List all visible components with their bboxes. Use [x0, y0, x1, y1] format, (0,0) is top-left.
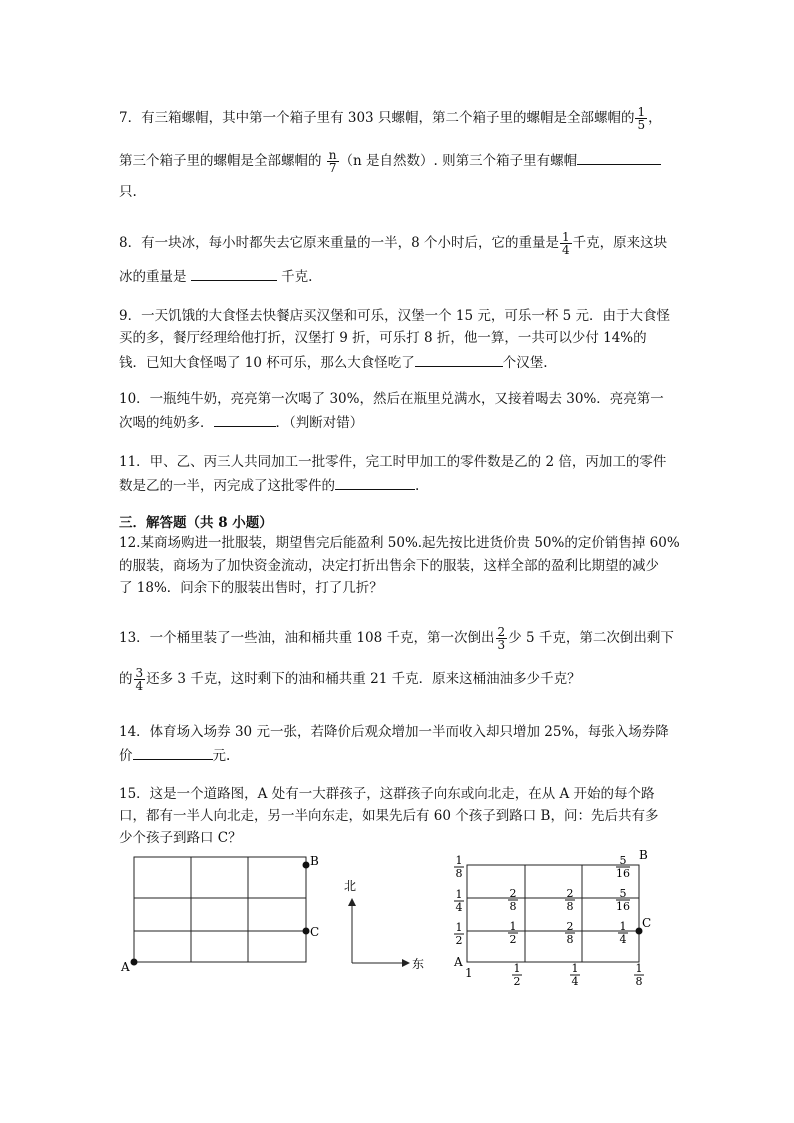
- bottom-fraction-3-numerator: 1: [635, 962, 643, 975]
- q14-text-b: 元.: [212, 748, 231, 764]
- q9-line2: 买的多，餐厅经理给他打折，汉堡打 9 折，可乐打 8 折，他一算，一共可以少付 14%的: [119, 330, 647, 346]
- row1-fraction-1-denominator: 2: [509, 933, 517, 946]
- q9-line3: [119, 352, 548, 372]
- fig2-start-value: 1: [465, 966, 473, 980]
- q15-line3: 少个孩子到路口 C？: [119, 830, 242, 846]
- q12-line1: 12.某商场购进一批服装，期望售完后能盈利 50%.起先按比进货价贵 50%的定价销售掉 60%: [119, 535, 680, 551]
- q12-line3: 了 18%．问余下的服装出售时，打了几折？: [119, 580, 383, 596]
- left-fraction-1-denominator: 8: [455, 867, 463, 880]
- left-fraction-3-numerator: 1: [455, 921, 463, 934]
- bottom-fraction-2-numerator: 1: [571, 962, 579, 975]
- road-grid-figure: [110, 845, 330, 985]
- q13-line2: [119, 667, 581, 692]
- q14-answer-blank[interactable]: [133, 745, 213, 760]
- q8-line2: [119, 266, 312, 286]
- row2-fraction-3-denominator: 16: [616, 900, 630, 913]
- q8-text-c: 冰的重量是: [119, 269, 187, 285]
- q7-line3: 只.: [119, 184, 137, 200]
- row1-fraction-2-denominator: 8: [566, 933, 574, 946]
- left-fraction-2: [454, 888, 464, 914]
- fig2-label-c: C: [642, 916, 652, 930]
- q7-fraction-2: $\frac{n}{7}$: [328, 148, 337, 175]
- q7-text-c: （n 是自然数）. 则第三个箱子里有螺帽: [339, 153, 578, 169]
- q10-answer-blank[interactable]: [214, 412, 276, 427]
- q13-text-d: 还多 3 千克，这时剩下的油和桶共重 21 千克．原来这桶油油多少千克？: [146, 671, 581, 687]
- q7-text-a: 7．有三箱螺帽，其中第一个箱子里有 303 只螺帽，第二个箱子里的螺帽是全部螺帽的: [119, 110, 635, 126]
- q15-line1: 15．这是一个道路图，A 处有一大群孩子，这群孩子向东或向北走，在从 A 开始的每个路: [119, 786, 655, 802]
- top-right-fraction-numerator: 5: [619, 854, 627, 867]
- q7-line2: [119, 149, 661, 174]
- q8-text-a: 8．有一块冰，每小时都失去它原来重量的一半，8 个小时后，它的重量是: [119, 235, 559, 251]
- bottom-fraction-1: [512, 962, 522, 988]
- label-b: B: [310, 854, 319, 868]
- row2-fraction-1: [508, 887, 518, 913]
- q7-answer-blank[interactable]: [577, 150, 661, 165]
- q13-text-a: 13．一个桶里装了一些油，油和桶共重 108 千克，第一次倒出: [119, 630, 495, 646]
- bottom-fraction-3: [634, 962, 644, 988]
- q8-text-b: 千克，原来这块: [572, 235, 668, 251]
- row2-fraction-2-denominator: 8: [566, 900, 574, 913]
- bottom-fraction-1-denominator: 2: [513, 975, 521, 988]
- east-arrowhead-icon: [402, 959, 410, 967]
- north-label: 北: [344, 879, 357, 893]
- row1-fraction-3-denominator: 4: [619, 933, 627, 946]
- q11-line2: [119, 475, 419, 495]
- fig2-label-a: A: [454, 955, 463, 969]
- q7-fraction-1: $\frac{1}{5}$: [637, 105, 646, 132]
- bottom-fraction-2-denominator: 4: [571, 975, 579, 988]
- q14-line1: 14．体育场入场券 30 元一张，若降价后观众增加一半而收入却只增加 25%，每张入场券降: [119, 724, 669, 740]
- fraction-grid-lines: [467, 865, 639, 962]
- q14-text-a: 价: [119, 748, 133, 764]
- q8-fraction: $\frac{1}{4}$: [561, 230, 570, 257]
- q8-line1: [119, 231, 667, 256]
- q9-text-b: 个汉堡.: [502, 355, 548, 371]
- fig2-fraction-labels: [454, 854, 644, 988]
- q14-line2: [119, 745, 230, 765]
- point-c-dot: [303, 928, 310, 935]
- label-a: A: [121, 960, 130, 974]
- fig2-label-b: B: [639, 848, 648, 862]
- section-heading: 三．解答题（共 8 小题）: [119, 515, 273, 531]
- q10-text-b: ．（判断对错）: [275, 415, 364, 431]
- bottom-fraction-2: [570, 962, 580, 988]
- bottom-fraction-1-numerator: 1: [513, 962, 521, 975]
- q13-fraction-2: $\frac{3}{4}$: [135, 666, 144, 693]
- bottom-fraction-3-denominator: 8: [635, 975, 643, 988]
- row2-fraction-3-numerator: 5: [619, 887, 627, 900]
- q13-line1: [119, 626, 674, 651]
- left-fraction-2-numerator: 1: [455, 888, 463, 901]
- label-c: C: [310, 925, 320, 939]
- q7-line1: 7．有三箱螺帽，其中第一个箱子里有 303 只螺帽，第二个箱子里的螺帽是全部螺帽的 $\frac{1}{5}$ ，: [119, 105, 662, 132]
- q15-line2: 口，都有一半人向北走，另一半向东走，如果先后有 60 个孩子到路口 B，问：先后共有多: [119, 808, 659, 824]
- row1-fraction-3-numerator: 1: [619, 920, 627, 933]
- row1-fraction-1-numerator: 1: [509, 920, 517, 933]
- row2-fraction-1-numerator: 2: [509, 887, 517, 900]
- q9-text-a: 钱．已知大食怪喝了 10 杯可乐，那么大食怪吃了: [119, 355, 415, 371]
- q8-answer-blank[interactable]: [191, 266, 277, 281]
- row1-fraction-3: [618, 920, 628, 946]
- fraction-grid-figure: [445, 845, 665, 995]
- q12-line2: 的服装，商场为了加快资金流动，决定打折出售余下的服装，这样全部的盈利比期望的减少: [119, 558, 659, 574]
- top-right-fraction-denominator: 16: [616, 867, 630, 880]
- road-grid-lines: [134, 857, 306, 962]
- q8-text-d: 千克.: [281, 269, 313, 285]
- left-fraction-1-numerator: 1: [455, 854, 463, 867]
- q13-text-c: 的: [119, 671, 133, 687]
- left-fraction-2-denominator: 4: [455, 901, 463, 914]
- q11-line1: 11．甲、乙、丙三人共同加工一批零件，完工时甲加工的零件数是乙的 2 倍，丙加工的零件: [119, 454, 667, 470]
- q9-answer-blank[interactable]: [415, 352, 503, 367]
- q10-line1: 10．一瓶纯牛奶，亮亮第一次喝了 30%，然后在瓶里兑满水，又接着喝去 30%．亮亮第一: [119, 391, 664, 407]
- row1-fraction-1: [508, 920, 518, 946]
- q13-fraction-1: $\frac{2}{3}$: [497, 625, 506, 652]
- row2-fraction-1-denominator: 8: [509, 900, 517, 913]
- q7-text-b: 第三个箱子里的螺帽是全部螺帽的: [119, 153, 322, 169]
- row2-fraction-3: [616, 887, 630, 913]
- top-right-fraction: [616, 854, 630, 880]
- row2-fraction-2-numerator: 2: [566, 887, 574, 900]
- row1-fraction-2-numerator: 2: [566, 920, 574, 933]
- east-label: 东: [412, 957, 425, 971]
- point-a-dot: [131, 959, 138, 966]
- point-b-dot: [303, 862, 310, 869]
- left-fraction-3-denominator: 2: [455, 934, 463, 947]
- q13-text-b: 少 5 千克，第二次倒出剩下: [508, 630, 674, 646]
- row2-fraction-2: [565, 887, 575, 913]
- compass-figure: [338, 868, 430, 972]
- left-fraction-3: [454, 921, 464, 947]
- q9-line1: 9．一天饥饿的大食怪去快餐店买汉堡和可乐，汉堡一个 15 元，可乐一杯 5 元．由于大食怪: [119, 308, 671, 324]
- q10-text-a: 次喝的纯奶多．: [119, 415, 214, 431]
- north-arrowhead-icon: [348, 898, 356, 906]
- q10-line2: [119, 412, 363, 432]
- q11-text-a: 数是乙的一半，丙完成了这批零件的: [119, 478, 335, 494]
- q11-answer-blank[interactable]: [335, 475, 415, 490]
- left-fraction-1: [454, 854, 464, 880]
- row1-fraction-2: [565, 920, 575, 946]
- q11-text-b: .: [415, 478, 420, 494]
